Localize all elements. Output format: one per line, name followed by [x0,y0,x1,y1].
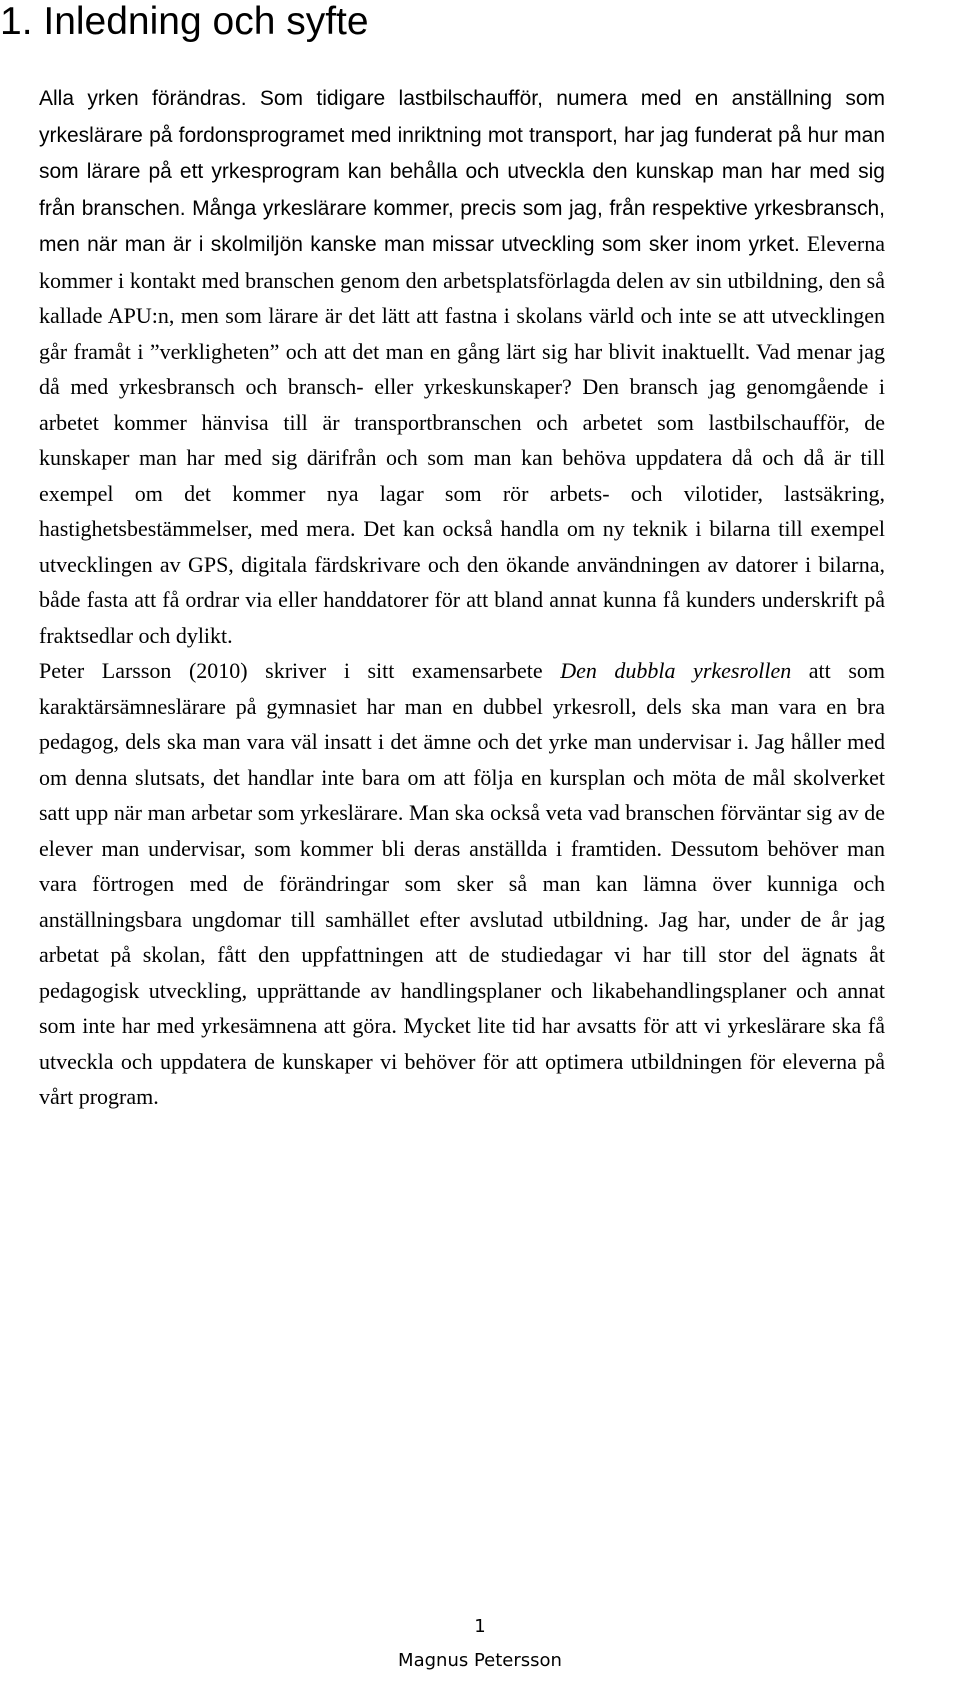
page-number: 1 [474,1616,486,1637]
cited-work-title: Den dubbla yrkesrollen [560,658,792,683]
body-text [39,80,885,1115]
paragraph-2-text: att som karaktärsämneslärare på gymnasiet har man en dubbel yrkesroll, dels ska man vara en bra pedagog, dels ska man vara väl insatt i det ämne och det yrke man undervisar i. Jag håller med om denna slutsats, det handlar inte bara om att följa en kursplan och möta de mål skolverket satt upp när man arbetar som yrkeslärare. Man ska också veta vad branschen förväntar sig av de elever man undervisar, som kommer bli deras anställda i framtiden. Dessutom behöver man vara förtrogen med de förändringar som sker så man kan lämna över kunniga och anställningsbara ungdomar till samhället efter avslutad utbildning. Jag har, under de år jag arbetat på skolan, fått den uppfattningen att de studiedagar vi har till stor del ägnats åt pedagogisk utveckling, upprättande av handlingsplaner och likabehandlingsplaner och annat som inte har med yrkesämnena att göra. Mycket lite tid har avsatts för att vi yrkeslärare ska få utveckla och uppdatera de kunskaper vi behöver för att optimera utbildningen för eleverna på vårt program. [39,658,885,1109]
section-heading: 1. Inledning och syfte [0,0,369,43]
paragraph-1 [39,80,885,653]
paragraph-1-serif-text: Eleverna kommer i kontakt med branschen genom den arbetsplatsförlagda delen av sin utbildning, den så kallade APU:n, men som lärare är det lätt att fastna i skolans värld och inte se att utvecklingen går framåt i ”verkligheten” och att det man en gång lärt sig har blivit inaktuellt. Vad menar jag då med yrkesbransch och bransch- eller yrkeskunskaper? Den bransch jag genomgående i arbetet kommer hänvisa till är transportbranschen och arbetet som lastbilschaufför, de kunskaper man har med sig därifrån och som man kan behöva uppdatera då och då är till exempel om det kommer nya lagar som rör arbets- och vilotider, lastsäkring, hastighetsbestämmelser, med mera. Det kan också handla om ny teknik i bilarna till exempel utvecklingen av GPS, digitala färdskrivare och den ökande användningen av datorer i bilarna, både fasta att få ordrar via eller handdatorer för att bland annat kunna få kunders underskrift på fraktsedlar och dylikt. [39,231,885,648]
paragraph-1-sans-text: Alla yrken förändras. Som tidigare lastbilschaufför, numera med en anställning som yrkeslärare på fordonsprogramet med inriktning mot transport, har jag funderat på hur man som lärare på ett yrkesprogram kan behålla och utveckla den kunskap man har med sig från branschen. Många yrkeslärare kommer, precis som jag, från respektive yrkesbransch, men när man är i skolmiljön kanske man missar utveckling som sker inom yrket. [39,87,885,256]
footer-author: Magnus Petersson [398,1650,562,1671]
paragraph-2 [39,653,885,1115]
paragraph-2-intro: Peter Larsson (2010) skriver i sitt examensarbete [39,658,561,683]
